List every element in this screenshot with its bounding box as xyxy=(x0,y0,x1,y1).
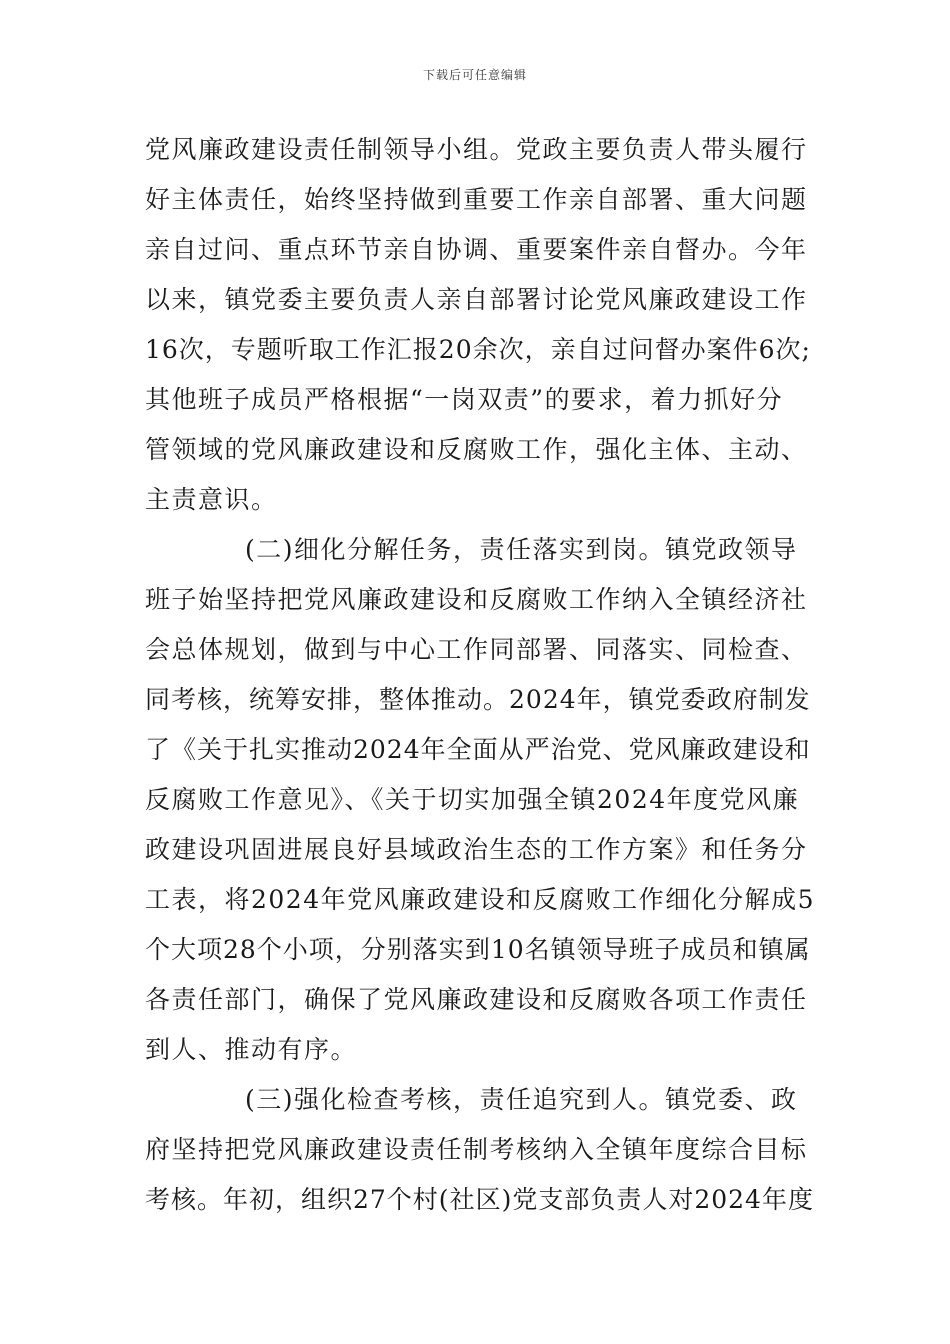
text-line: 好主体责任，始终坚持做到重要工作亲自部署、重大问题 xyxy=(145,185,808,214)
paragraph-heading-line: (二)细化分解任务，责任落实到岗。镇党政领导 xyxy=(245,535,798,564)
text-line: 亲自过问、重点环节亲自协调、重要案件亲自督办。今年 xyxy=(145,235,808,264)
text-line: 了《关于扎实推动2024年全面从严治党、党风廉政建设和 xyxy=(145,735,811,764)
text-line: 管领域的党风廉政建设和反腐败工作，强化主体、主动、 xyxy=(145,435,808,464)
text-line: 班子始坚持把党风廉政建设和反腐败工作纳入全镇经济社 xyxy=(145,585,808,614)
header-note: 下载后可任意编辑 xyxy=(422,68,527,82)
text-line: 以来，镇党委主要负责人亲自部署讨论党风廉政建设工作 xyxy=(145,285,808,314)
text-line: 其他班子成员严格根据“一岗双责”的要求，着力抓好分 xyxy=(145,385,784,414)
text-line: 工表，将2024年党风廉政建设和反腐败工作细化分解成5 xyxy=(145,885,816,914)
text-line: 16次，专题听取工作汇报20余次，亲自过问督办案件6次; xyxy=(145,335,811,364)
paragraph-heading-line: (三)强化检查考核，责任追究到人。镇党委、政 xyxy=(245,1085,798,1114)
text-line: 政建设巩固进展良好县域政治生态的工作方案》和任务分 xyxy=(145,835,808,864)
text-line: 各责任部门，确保了党风廉政建设和反腐败各项工作责任 xyxy=(145,985,808,1014)
text-line: 个大项28个小项，分别落实到10名镇领导班子成员和镇属 xyxy=(145,935,811,964)
text-line: 党风廉政建设责任制领导小组。党政主要负责人带头履行 xyxy=(145,135,808,164)
text-line: 同考核，统筹安排，整体推动。2024年，镇党委政府制发 xyxy=(145,685,811,714)
text-line: 主责意识。 xyxy=(145,485,278,514)
text-line: 到人、推动有序。 xyxy=(145,1035,358,1064)
text-line: 府坚持把党风廉政建设责任制考核纳入全镇年度综合目标 xyxy=(145,1135,808,1164)
text-line: 会总体规划，做到与中心工作同部署、同落实、同检查、 xyxy=(145,635,808,664)
text-line: 考核。年初，组织27个村(社区)党支部负责人对2024年度 xyxy=(145,1185,814,1214)
text-line: 反腐败工作意见》、《关于切实加强全镇2024年度党风廉 xyxy=(145,785,800,814)
